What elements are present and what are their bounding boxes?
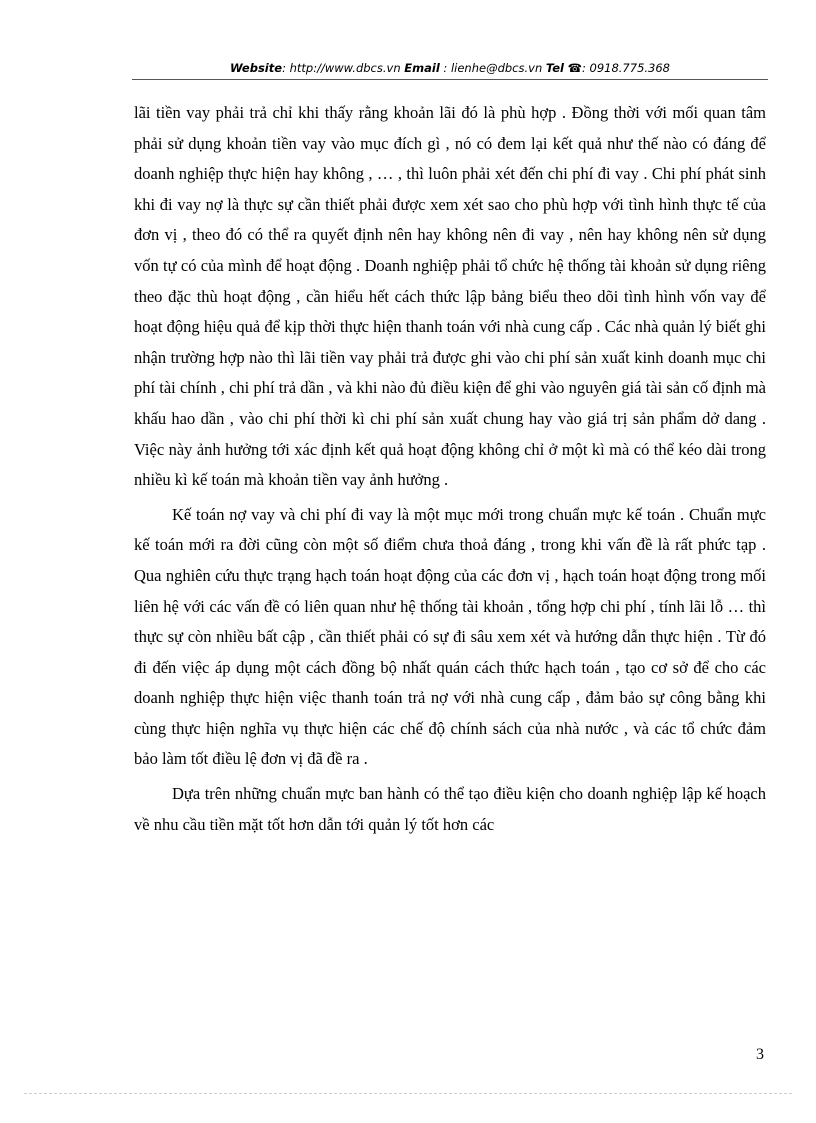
page-bottom-divider xyxy=(24,1093,792,1094)
tel-label: Tel xyxy=(545,61,564,75)
page-header xyxy=(132,60,768,76)
paragraph-2: Kế toán nợ vay và chi phí đi vay là một mục mới trong chuẩn mực kế toán . Chuẩn mực kế toán mới ra đời cũng còn một số điểm chưa thoả đáng , trong khi vấn đề là rất phức tạp . Qua nghiên cứu thực trạng hạch toán hoạt động của các đơn vị , hạch toán hoạt động trong mối liên hệ với các vấn đề có liên quan như hệ thống tài khoản , tổng hợp chi phí , tính lãi lỗ … thì thực sự còn nhiều bất cập , cần thiết phải có sự đi sâu xem xét và hướng dẫn thực hiện . Từ đó đi đến việc áp dụng một cách đồng bộ nhất quán cách thức hạch toán , tạo cơ sở để cho các doanh nghiệp thực hiện việc thanh toán trả nợ với nhà cung cấp , đảm bảo sự công bằng khi cùng thực hiện nghĩa vụ thực hiện các chế độ chính sách của nhà nước , và các tổ chức đảm bảo làm tốt điều lệ đơn vị đã đề ra . xyxy=(134,504,766,769)
document-body xyxy=(134,98,766,840)
website-label: Website xyxy=(229,61,283,75)
website-url: : http://www.dbcs.vn xyxy=(282,61,405,75)
paragraph-3: Dựa trên những chuẩn mực ban hành có thể tạo điều kiện cho doanh nghiệp lập kế hoạch về nhu cầu tiền mặt tốt hơn dẫn tới quản lý tốt hơn các xyxy=(134,784,766,834)
phone-icon: ☎ xyxy=(567,61,582,75)
email-address: : lienhe@dbcs.vn xyxy=(439,61,546,75)
header-divider xyxy=(132,79,768,80)
email-label: Email xyxy=(404,61,440,75)
page-number: 3 xyxy=(756,1046,764,1063)
paragraph-1: lãi tiền vay phải trả chỉ khi thấy rằng khoản lãi đó là phù hợp . Đồng thời với mối quan tâm phải sử dụng khoản tiền vay vào mục đích gì , nó có đem lại kết quả như thế nào có đáng để doanh nghiệp thực hiện hay không , … , thì luôn phải xét đến chi phí đi vay . Chi phí phát sinh khi đi vay nợ là thực sự cần thiết phải được xem xét sao cho phù hợp với tình hình thực tế của đơn vị , theo đó có thể ra quyết định nên hay không nên đi vay , nên hay không nên sử dụng vốn tự có của mình để hoạt động . Doanh nghiệp phải tổ chức hệ thống tài khoản sử dụng riêng theo đặc thù hoạt động , cần hiểu hết cách thức lập bảng biểu theo dõi tình hình vốn vay để hoạt động hiệu quả để kịp thời thực hiện thanh toán với nhà cung cấp . Các nhà quản lý biết ghi nhận trường hợp nào thì lãi tiền vay phải trả được ghi vào chi phí sản xuất kinh doanh mục chi phí tài chính , chi phí trả dần , và khi nào đủ điều kiện để ghi vào nguyên giá tài sản cố định mà khấu hao dần , vào chi phí thời kì chi phí sản xuất chung hay vào giá trị sản phẩm dở dang . Việc này ảnh hưởng tới xác định kết quả hoạt động không chỉ ở một kì mà có thể kéo dài trong nhiều kì kế toán mà khoản tiền vay ảnh hưởng . xyxy=(134,103,766,490)
tel-number: : 0918.775.368 xyxy=(581,61,670,75)
